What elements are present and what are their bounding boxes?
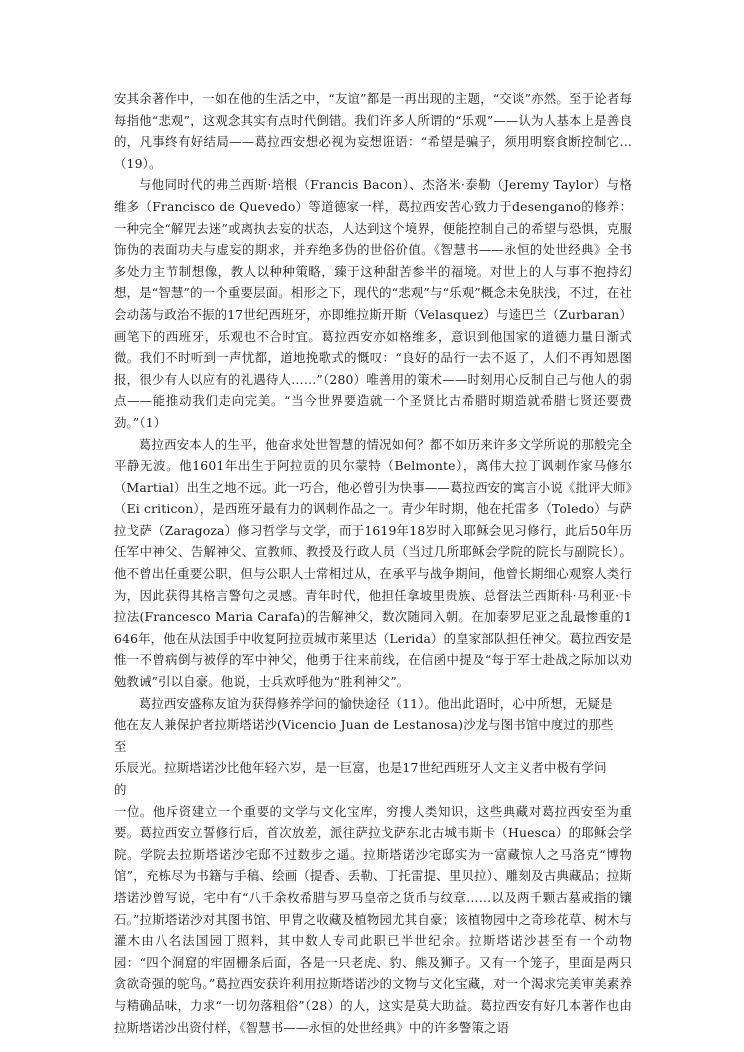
paragraph-4-line-1: 葛拉西安盛称友谊为获得修养学问的愉快途径（11）。他出此语时，心中所想，无疑是 (138, 695, 613, 711)
paragraph-1: 安其余著作中，一如在他的生活之中，“友谊”都是一再出现的主题，“交谈”亦然。至于论者每每指他“悲观”，这观念其实有点时代倒错。我们许多人所谓的“乐观”——认为人基本上是善良的，凡事终有好结局——葛拉西安想必视为妄想诳语：“希望是骗子，须用明察食断控制它…（19）。 (114, 91, 632, 171)
paragraph-4-line-2: 他在友人兼保护者拉斯塔诺沙(Vicencio Juan de Lestanosa)沙龙与图书馆中度过的那些 (114, 717, 614, 733)
paragraph-2: 与他同时代的弗兰西斯·培根（Francis Bacon）、杰洛米·泰勒（Jeremy Taylor）与格维多（Francisco de Quevedo）等道德家一样，葛拉西安苦心致力于desengano的修养：一种完全“解咒去迷”或离执去妄的状态，人达到这个境界，便能控制自己的希望与恐惧，克服饰伪的表面功夫与虚妄的期求，并弃绝多伪的世俗价值。《智慧书——永恒的处世经典》全书多处力主节制想像，教人以种种策略，臻于这种甜苦参半的福境。对世上的人与事不抱持幻想，是“智慧”的一个重要层面。相形之下，现代的“悲观”与“乐观”概念未免肤浅，不过，在社会动荡与政治不振的17世纪西班牙，亦即维拉斯开斯（Velasquez）与逵巴兰（Zurbaran）画笔下的西班牙，乐观也不合时宜。葛拉西安亦如格维多，意识到他国家的道德力量日渐式微。我们不时听到一声忧都，道地挽歌式的慨叹：“良好的品行一去不返了，人们不再知恩图报，很少有人以应有的礼遇待人……”（280）唯善用的策术——时刻用心反制自己与他人的弱点——能推动我们走向完美。“当今世界要造就一个圣贤比古希腊时期造就希腊七贤还要费劲。”（1） (114, 177, 632, 430)
paragraph-4-line-5: 的 (114, 782, 127, 797)
paragraph-3: 葛拉西安本人的生平，他奋求处世智慧的情况如何？都不如历来许多文学所说的那般完全平静无波。他1601年出生于阿拉贡的贝尔蒙特（Belmonte），离伟大拉丁讽刺作家马修尔（Martial）出生之地不远。此一巧合，他必曾引为快事——葛拉西安的寓言小说《批评大师》（Ei criticon），是西班牙最有力的讽刺作品之一。青少年时期，他在托雷多（Toledo）与萨拉戈萨（Zaragoza）修习哲学与文学，而于1619年18岁时入耶稣会见习修行，此后50年历任军中神父、告解神父、宣教师、教授及行政人员（当过几所耶稣会学院的院长与副院长）。他不曾出任重要公职，但与公职人士常相过从，在承平与战争期间，他曾长期细心观察人类行为，因此获得其格言警句之灵感。青年时代，他担任拿坡里贵族、总督法兰西斯科·马利亚·卡拉法(Francesco Maria Carafa)的告解神父，数次随同入朝。在加泰罗尼亚之乱最惨重的1646年，他在从法国手中收复阿拉贡城市莱里达（Lerida）的皇家部队担任神父。葛拉西安是惟一不曾病倒与被俘的军中神父，他勇于往来前线，在信函中提及“每于军士赴战之际加以劝勉教诫”引以自豪。他说，士兵欢呼他为“胜利神父”。 (114, 436, 632, 690)
paragraph-4-rest: 一位。他斥资建立一个重要的文学与文化宝库，穷搜人类知识，这些典藏对葛拉西安至为重要。葛拉西安立誓修行后，首次放差，派往萨拉戈萨东北古城韦斯卡（Huesca）的耶稣会学院。学院去拉斯塔诺沙宅邸不过数步之遥。拉斯塔诺沙宅邸实为一富藏惊人之马洛克“博物馆”，充栋尽为书籍与手稿、绘画（提香、丢勒、丁托雷提、里贝拉）、雕刻及古典藏品；拉斯塔诺沙曾写说，宅中有“八千余枚希腊与罗马皇帝之货币与纹章……以及两千颗古墓戒指的镶石。”拉斯塔诺沙对其图书馆、甲胄之收藏及植物园尤其自豪；该植物园中之奇珍花草、树木与灌木由八名法国园丁照料，其中数人专司此职已半世纪余。拉斯塔诺沙甚至有一个动物园：“四个洞窟的牢固栅条后面，各是一只老虎、豹、熊及狮子。又有一个笼子，里面是两只贪欲奇强的鸵鸟。”葛拉西安获许利用拉斯塔诺沙的文物与文化宝藏，对一个渴求完美审美素养与精确品味，力求“一切勿落粗俗”（28）的人，这实是莫大助益。葛拉西安有好几本著作也由拉斯塔诺沙出资付样，《智慧书——永恒的处世经典》中的许多警策之语 (114, 803, 632, 1035)
paragraph-4-line-3: 至 (114, 738, 127, 754)
paragraph-4-line-4: 乐辰光。拉斯塔诺沙比他年轻六岁，是一巨富，也是17世纪西班牙人文主义者中极有学问 (114, 760, 607, 776)
